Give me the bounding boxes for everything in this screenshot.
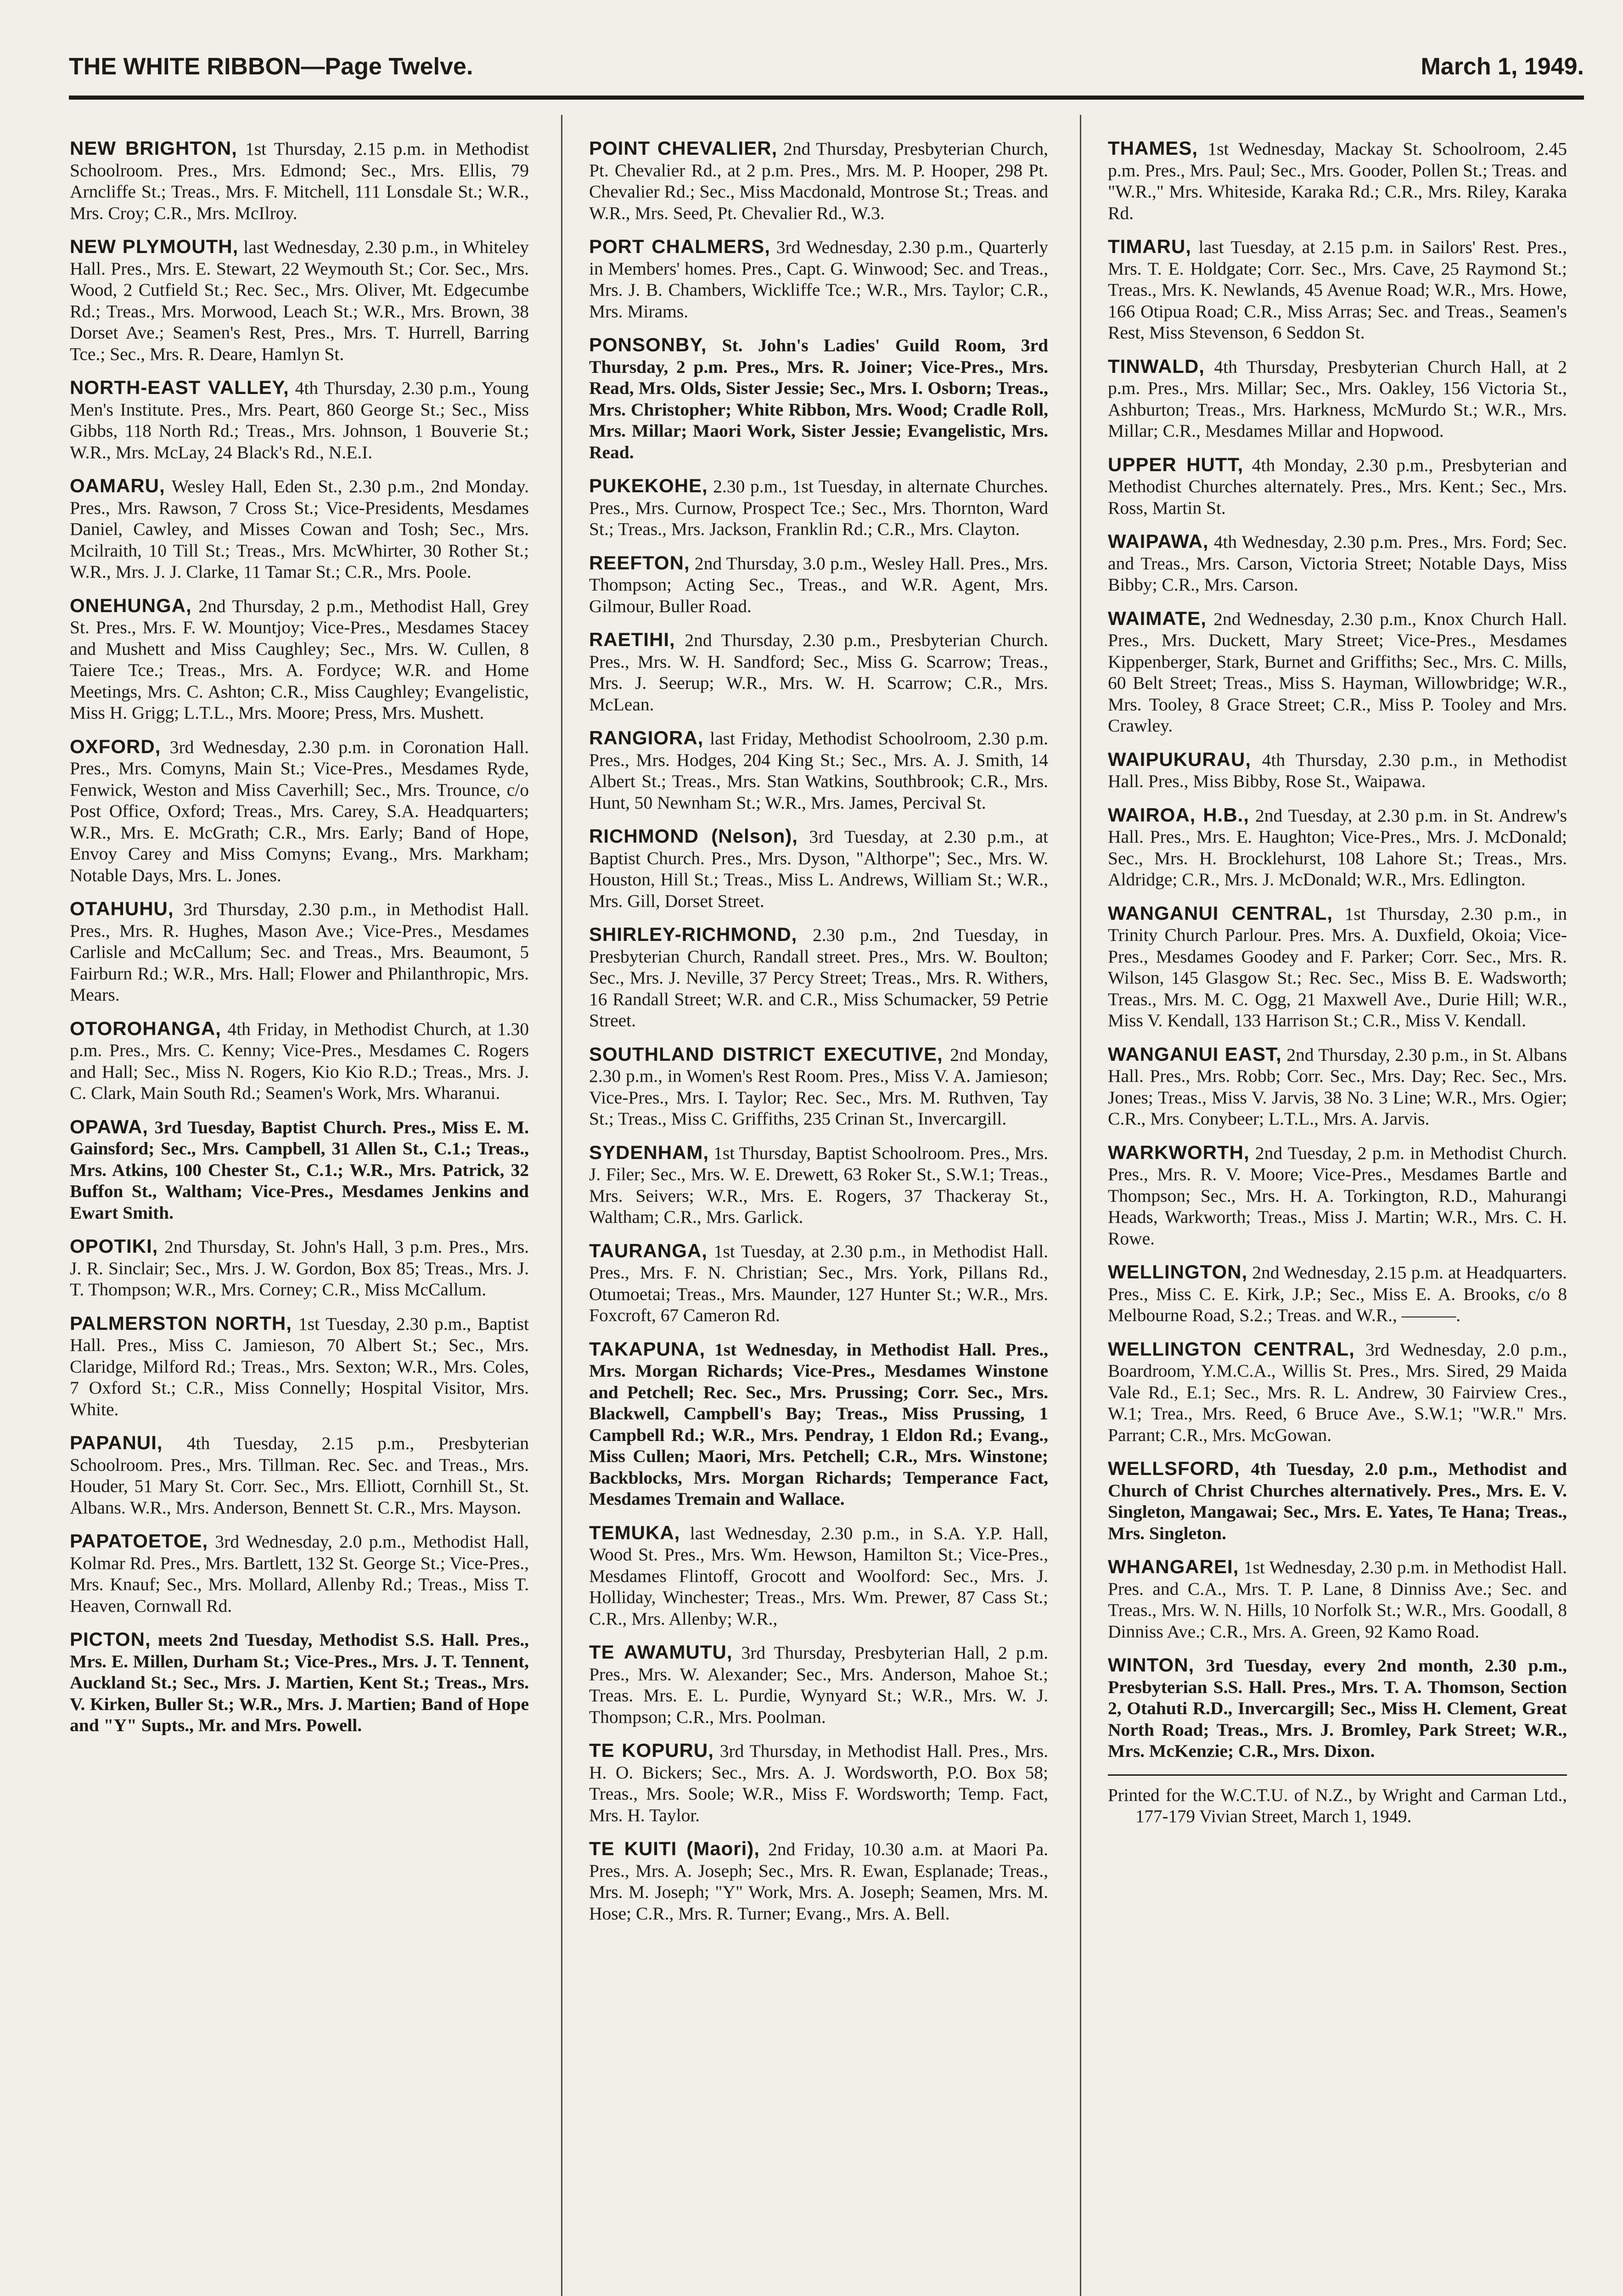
branch-details: 4th Tuesday, 2.0 p.m., Methodist and Church of Christ Churches alternatively. Pres., Mrs. E. V. Singleton, Mangawai; Sec., Mrs. E. Yates, Te Hana; Treas., Mrs. Singleton. bbox=[1108, 1459, 1567, 1543]
branch-entry bbox=[1108, 1339, 1567, 1446]
branch-details: 3rd Thursday, Presbyterian Hall, 2 p.m. Pres., Mrs. W. Alexander; Sec., Mrs. Anderson, Mahoe St.; Treas. Mrs. E. L. Purdie, Wynyard St.; W.R., Mrs. W. J. Thompson; C.R., Mrs. Poolman. bbox=[589, 1643, 1049, 1727]
branch-name: TINWALD, bbox=[1108, 355, 1205, 377]
page-header bbox=[69, 44, 1584, 87]
branch-details: 2nd Friday, 10.30 a.m. at Maori Pa. Pres., Mrs. A. Joseph; Sec., Mrs. R. Ewan, Esplanade; Treas., Mrs. M. Joseph; "Y" Work, Mrs. A. Joseph; Seamen, Mrs. M. Hose; C.R., Mrs. R. Turner; Evang., Mrs. A. Bell. bbox=[589, 1839, 1048, 1924]
branch-details: St. John's Ladies' Guild Room, 3rd Thursday, 2 p.m. Pres., Mrs. R. Joiner; Vice-Pres., Mrs. Read, Mrs. Olds, Sister Jessie; Sec., Mrs. I. Osborn; Treas., Mrs. Christopher; White Ribbon, Mrs. Wood; Cradle Roll, Mrs. Millar; Maori Work, Sister Jessie; Evangelistic, Mrs. Read. bbox=[589, 335, 1048, 462]
branch-details: 2.30 p.m., 1st Tuesday, in alternate Churches. Pres., Mrs. Curnow, Prospect Tce.; Sec., Mrs. Thornton, Ward St.; Treas., Mrs. Jackson, Franklin Rd.; C.R., Mrs. Clayton. bbox=[589, 476, 1048, 539]
branch-name: WANGANUI EAST, bbox=[1108, 1043, 1282, 1065]
branch-details: 4th Thursday, 2.30 p.m., in Methodist Hall. Pres., Miss Bibby, Rose St., Waipawa. bbox=[1108, 749, 1567, 791]
branch-details: 3rd Tuesday, at 2.30 p.m., at Baptist Church. Pres., Mrs. Dyson, "Althorpe"; Sec., Mrs. W. Houston, Hill St.; Treas., Miss L. Andrews, William St.; W.R., Mrs. Gill, Dorset Street. bbox=[589, 827, 1048, 911]
branch-entry bbox=[70, 1236, 529, 1300]
branch-entry bbox=[589, 1339, 1048, 1510]
branch-entry bbox=[1108, 1458, 1567, 1544]
branch-name: WINTON, bbox=[1108, 1654, 1195, 1676]
branch-entry bbox=[70, 736, 529, 886]
branch-name: OAMARU, bbox=[70, 475, 165, 496]
branch-details: 3rd Tuesday, Baptist Church. Pres., Miss E. M. Gainsford; Sec., Mrs. Campbell, 31 Allen St., C.1.; Treas., Mrs. Atkins, 100 Chester St., C.1.; W.R., Mrs. Patrick, 32 Buffon St., Waltham; Vice-Pres., Mesdames Jenkins and Ewart Smith. bbox=[70, 1117, 529, 1223]
branch-details: 3rd Wednesday, 2.0 p.m., Boardroom, Y.M.C.A., Willis St. Pres., Mrs. Sired, 29 Maida Vale Rd., E.1; Sec., Mrs. R. L. Andrew, 30 Fairview Cres., W.1; Trea., Mrs. Reed, 6 Bruce Ave., S.W.1; "W.R." Mrs. Parrant; C.R., Mrs. McGowan. bbox=[1108, 1339, 1567, 1445]
branch-name: WAIROA, H.B., bbox=[1108, 804, 1249, 826]
column-1 bbox=[70, 138, 529, 1749]
branch-entry bbox=[1108, 749, 1567, 792]
column-2 bbox=[589, 138, 1048, 1936]
branch-name: OPAWA, bbox=[70, 1115, 148, 1137]
branch-name: WAIMATE, bbox=[1108, 607, 1207, 629]
branch-details: last Tuesday, at 2.15 p.m. in Sailors' Rest. Pres., Mrs. T. E. Holdgate; Corr. Sec., Mrs. Cave, 25 Raymond St.; Treas., Mrs. K. Newlands, 45 Avenue Road; W.R., Mrs. Howe, 166 Otipua Road; C.R., Miss Arras; Sec. and Treas., Seamen's Rest, Miss Stevenson, 6 Seddon St. bbox=[1108, 237, 1567, 343]
branch-entry bbox=[70, 1313, 529, 1420]
header-rule bbox=[69, 96, 1584, 100]
branch-entry bbox=[70, 1531, 529, 1616]
branch-details: 1st Wednesday, in Methodist Hall. Pres., Mrs. Morgan Richards; Vice-Pres., Mesdames Winstone and Petchell; Rec. Sec., Mrs. Prussing; Corr. Sec., Mrs. Blackwell, Campbell's Bay; Treas., Miss Prussing, 1 Campbell Rd.; W.R., Mrs. Pendray, 1 Eldon Rd.; Evang., Miss Cullen; Maori, Mrs. Petchell; C.R., Mrs. Winstone; Backblocks, Mrs. Morgan Richards; Temperance Fact, Mesdames Tremain and Wallace. bbox=[589, 1339, 1048, 1509]
branch-name: OXFORD, bbox=[70, 735, 161, 757]
branch-entry bbox=[589, 1642, 1048, 1728]
branch-entry bbox=[1108, 236, 1567, 343]
branch-name: TAKAPUNA, bbox=[589, 1338, 706, 1360]
branch-name: WAIPUKURAU, bbox=[1108, 748, 1251, 770]
branch-details: last Wednesday, 2.30 p.m., in S.A. Y.P. Hall, Wood St. Pres., Mrs. Wm. Hewson, Hamilton St.; Vice-Pres., Mesdames Flintoff, Grocott and Woolford: Sec., Mrs. J. Holliday, Winchester; Treas., Mrs. Wm. Prewer, 87 Cass St.; C.R., Mrs. Allenby; W.R., bbox=[589, 1523, 1048, 1629]
branch-name: WARKWORTH, bbox=[1108, 1141, 1250, 1163]
branch-name: PONSONBY, bbox=[589, 334, 707, 355]
branch-name: THAMES, bbox=[1108, 137, 1198, 159]
branch-name: SHIRLEY-RICHMOND, bbox=[589, 923, 797, 945]
branch-details: 2nd Thursday, St. John's Hall, 3 p.m. Pres., Mrs. J. R. Sinclair; Sec., Mrs. J. W. Gordon, Box 85; Treas., Mrs. J. T. Thompson; W.R., Mrs. Corney; C.R., Miss McCallum. bbox=[70, 1237, 529, 1300]
branch-details: 3rd Wednesday, 2.30 p.m., Quarterly in Members' homes. Pres., Capt. G. Winwood; Sec. and Treas., Mrs. J. B. Chambers, Wickliffe Tce.; W.R., Mrs. Taylor; C.R., Mrs. Mirams. bbox=[589, 237, 1048, 321]
branch-name: WELLSFORD, bbox=[1108, 1458, 1240, 1479]
column-3 bbox=[1108, 138, 1567, 1827]
branch-name: WELLINGTON CENTRAL, bbox=[1108, 1338, 1355, 1360]
branch-entry bbox=[1108, 356, 1567, 442]
branch-details: 2nd Wednesday, 2.15 p.m. at Headquarters. Pres., Miss C. E. Kirk, J.P.; Sec., Miss E. A. Brooks, c/o 8 Melbourne Road, S.2.; Treas. and W.R., ———. bbox=[1108, 1262, 1567, 1325]
branch-name: SOUTHLAND DISTRICT EXECUTIVE, bbox=[589, 1043, 943, 1065]
branch-entry bbox=[1108, 1654, 1567, 1762]
branch-entry bbox=[70, 475, 529, 583]
branch-entry bbox=[70, 595, 529, 724]
branch-name: NORTH-EAST VALLEY, bbox=[70, 377, 289, 398]
branch-details: 2nd Thursday, 3.0 p.m., Wesley Hall. Pres., Mrs. Thompson; Acting Sec., Treas., and W.R. Agent, Mrs. Gilmour, Buller Road. bbox=[589, 553, 1048, 616]
branch-name: WELLINGTON, bbox=[1108, 1261, 1248, 1283]
branch-details: 2nd Thursday, 2 p.m., Methodist Hall, Grey St. Pres., Mrs. F. W. Mountjoy; Vice-Pres., Mesdames Stacey and Mushett and Miss Caughley; Sec., Mrs. W. Cullen, 8 Taiere Tce.; Treas., Mrs. A. Fordyce; W.R. and Home Meetings, Mrs. C. Ashton; C.R., Miss Caughley; Evangelistic, Miss H. Grigg; L.T.L., Mrs. Moore; Press, Mrs. Mushett. bbox=[70, 596, 529, 723]
branch-entry bbox=[589, 1240, 1048, 1326]
branch-details: 1st Wednesday, Mackay St. Schoolroom, 2.45 p.m. Pres., Mrs. Paul; Sec., Mrs. Gooder, Pollen St.; Treas. and "W.R.," Mrs. Whiteside, Karaka Rd.; C.R., Mrs. Riley, Karaka Rd. bbox=[1108, 139, 1567, 223]
branch-entry bbox=[1108, 138, 1567, 224]
branch-entry bbox=[70, 1629, 529, 1736]
branch-details: 4th Friday, in Methodist Church, at 1.30 p.m. Pres., Mrs. C. Kenny; Vice-Pres., Mesdames C. Rogers and Hall; Sec., Miss N. Rogers, Kio Kio R.D.; Treas., Mrs. J. C. Clark, Main South Rd.; Seamen's Work, Mrs. Wharanui. bbox=[70, 1019, 529, 1103]
branch-details: 1st Thursday, Baptist Schoolroom. Pres., Mrs. J. Filer; Sec., Mrs. W. E. Drewett, 63 Roker St., S.W.1; Treas., Mrs. Seivers; W.R., Mrs. E. Rogers, 37 Thackeray St., Waltham; C.R., Mrs. Garlick. bbox=[589, 1142, 1048, 1227]
branch-name: ONEHUNGA, bbox=[70, 594, 192, 616]
issue-date: March 1, 1949. bbox=[1421, 53, 1584, 80]
branch-details: 3rd Wednesday, 2.30 p.m. in Coronation Hall. Pres., Mrs. Comyns, Main St.; Vice-Pres., Mesdames Ryde, Fenwick, Weston and Miss Caverhill; Sec., Mrs. Trounce, c/o Post Office, Oxford; Treas., Mrs. Carey, S.A. Headquarters; W.R., Mrs. E. McGrath; C.R., Mrs. Early; Band of Hope, Envoy Carey and Miss Comyns; Evang., Mrs. Markham; Notable Days, Mrs. L. Jones. bbox=[70, 737, 529, 885]
branch-details: 4th Tuesday, 2.15 p.m., Presbyterian Schoolroom. Pres., Mrs. Tillman. Rec. Sec. and Treas., Mrs. Houder, 51 Mary St. Corr. Sec., Mrs. Elliott, Cornhill St., St. Albans. W.R., Mrs. Anderson, Bennett St. C.R., Mrs. Mayson. bbox=[70, 1433, 529, 1518]
printer-imprint: Printed for the W.C.T.U. of N.Z., by Wright and Carman Ltd., 177-179 Vivian Street, March 1, 1949. bbox=[1108, 1785, 1567, 1826]
branch-entry bbox=[589, 138, 1048, 224]
branch-name: TEMUKA, bbox=[589, 1521, 680, 1543]
branch-entry bbox=[589, 629, 1048, 715]
column-divider bbox=[561, 115, 562, 2296]
branch-name: TE KOPURU, bbox=[589, 1739, 714, 1761]
branch-name: WHANGAREI, bbox=[1108, 1556, 1239, 1577]
branch-entry bbox=[589, 1522, 1048, 1630]
branch-entry bbox=[589, 475, 1048, 540]
branch-entry bbox=[589, 727, 1048, 813]
branch-details: 2nd Thursday, Presbyterian Church, Pt. Chevalier Rd., at 2 p.m. Pres., Mrs. M. P. Hooper, 298 Pt. Chevalier Rd.; Sec., Miss Macdonald, Montrose St.; Treas. and W.R., Mrs. Seed, Pt. Chevalier Rd., W.3. bbox=[589, 139, 1048, 223]
branch-name: RANGIORA, bbox=[589, 727, 704, 748]
branch-entry bbox=[589, 1044, 1048, 1130]
branch-details: 2nd Thursday, 2.30 p.m., in St. Albans Hall. Pres., Mrs. Robb; Corr. Sec., Mrs. Day; Rec. Sec., Mrs. Jones; Treas., Miss V. Jarvis, 38 No. 3 Line; W.R., Mrs. Ogier; C.R., Mrs. Conybeer; L.T.L., Mrs. A. Jarvis. bbox=[1108, 1044, 1567, 1129]
branch-details: 3rd Thursday, in Methodist Hall. Pres., Mrs. H. O. Bickers; Sec., Mrs. A. J. Wordsworth, P.O. Box 58; Treas., Mrs. Soole; W.R., Miss F. Wordsworth; Temp. Fact, Mrs. H. Taylor. bbox=[589, 1741, 1048, 1825]
branch-entry bbox=[70, 377, 529, 463]
branch-details: 4th Monday, 2.30 p.m., Presbyterian and Methodist Churches alternately. Pres., Mrs. Kent.; Sec., Mrs. Ross, Martin St. bbox=[1108, 455, 1567, 518]
branch-name: PALMERSTON NORTH, bbox=[70, 1312, 292, 1334]
branch-entry bbox=[1108, 1044, 1567, 1130]
branch-details: meets 2nd Tuesday, Methodist S.S. Hall. Pres., Mrs. E. Millen, Durham St.; Vice-Pres., Mrs. J. T. Tennent, Auckland St.; Sec., Mrs. J. Martien, Kent St.; Treas., Mrs. V. Kirken, Buller St.; W.R., Mrs. J. Martien; Band of Hope and "Y" Supts., Mr. and Mrs. Powell. bbox=[70, 1630, 529, 1735]
branch-name: PORT CHALMERS, bbox=[589, 236, 770, 257]
branch-details: 2nd Tuesday, 2 p.m. in Methodist Church. Pres., Mrs. R. V. Moore; Vice-Pres., Mesdames Bartle and Thompson; Sec., Mrs. H. A. Torkington, R.D., Mahurangi Heads, Warkworth; Treas., Miss J. Martin; W.R., Mrs. C. H. Rowe. bbox=[1108, 1142, 1567, 1249]
branch-details: 1st Thursday, 2.15 p.m. in Methodist Schoolroom. Pres., Mrs. Edmond; Sec., Mrs. Ellis, 79 Arncliffe St.; Treas., Mrs. F. Mitchell, 111 Lonsdale St.; W.R., Mrs. Croy; C.R., Mrs. McIlroy. bbox=[70, 139, 529, 223]
running-title: THE WHITE RIBBON—Page Twelve. bbox=[69, 53, 473, 80]
branch-name: TAURANGA, bbox=[589, 1239, 708, 1261]
branch-entry bbox=[70, 1116, 529, 1224]
branch-entry bbox=[589, 826, 1048, 912]
branch-name: PUKEKOHE, bbox=[589, 475, 708, 496]
branch-name: TIMARU, bbox=[1108, 236, 1191, 257]
branch-entry bbox=[589, 236, 1048, 322]
branch-name: TE KUITI (Maori), bbox=[589, 1838, 760, 1859]
branch-name: WAIPAWA, bbox=[1108, 530, 1209, 552]
branch-name: REEFTON, bbox=[589, 551, 690, 574]
branch-name: PAPATOETOE, bbox=[70, 1530, 208, 1552]
branch-name: OPOTIKI, bbox=[70, 1235, 158, 1257]
branch-details: 4th Wednesday, 2.30 p.m. Pres., Mrs. Ford; Sec. and Treas., Mrs. Carson, Victoria Street; Notable Days, Miss Bibby; C.R., Mrs. Carson. bbox=[1108, 532, 1567, 595]
branch-entry bbox=[589, 1740, 1048, 1826]
branch-details: 4th Thursday, Presbyterian Church Hall, at 2 p.m. Pres., Mrs. Millar; Sec., Mrs. Oakley, 156 Victoria St., Ashburton; Treas., Mrs. Harkness, McMurdo St.; W.R., Mrs. Millar; C.R., Mesdames Millar and Hopwood. bbox=[1108, 356, 1567, 441]
branch-entry bbox=[1108, 903, 1567, 1031]
branch-entry bbox=[589, 552, 1048, 617]
branch-name: RAETIHI, bbox=[589, 629, 675, 650]
branch-name: WANGANUI CENTRAL, bbox=[1108, 902, 1333, 924]
branch-name: NEW BRIGHTON, bbox=[70, 137, 237, 159]
branch-entry bbox=[70, 1432, 529, 1518]
branch-name: NEW PLYMOUTH, bbox=[70, 236, 239, 257]
branch-entry bbox=[1108, 1142, 1567, 1249]
branch-details: 1st Thursday, 2.30 p.m., in Trinity Church Parlour. Pres. Mrs. A. Duxfield, Okoia; Vice-Pres., Mesdames Goodey and F. Parker; Corr. Sec., Mrs. R. Wilson, 145 Glasgow St.; Rec. Sec., Miss B. E. Wadsworth; Treas., Mrs. M. C. Ogg, 21 Maxwell Ave., Durie Hill; W.R., Miss V. Kendall, 133 Harrison St.; C.R., Miss V. Kendall. bbox=[1108, 903, 1567, 1030]
branch-name: OTOROHANGA, bbox=[70, 1017, 221, 1039]
branch-name: OTAHUHU, bbox=[70, 898, 174, 919]
branch-entry bbox=[1108, 1261, 1567, 1326]
branch-entry bbox=[589, 1142, 1048, 1228]
branch-details: 1st Wednesday, 2.30 p.m. in Methodist Hall. Pres. and C.A., Mrs. T. P. Lane, 8 Dinniss Ave.; Sec. and Treas., Mrs. W. N. Hills, 10 Norfolk St.; W.R., Mrs. Goodall, 8 Dinniss Ave.; C.R., Mrs. A. Green, 92 Kamo Road. bbox=[1108, 1557, 1567, 1642]
branch-entry bbox=[70, 898, 529, 1006]
branch-details: 1st Tuesday, 2.30 p.m., Baptist Hall. Pres., Miss C. Jamieson, 70 Albert St.; Sec., Mrs. Claridge, Milford Rd.; Treas., Mrs. Sexton; W.R., Mrs. Coles, 7 Oxford St.; C.R., Miss Connelly; Hospital Visitor, Mrs. White. bbox=[70, 1313, 529, 1419]
branch-name: POINT CHEVALIER, bbox=[589, 137, 778, 159]
branch-name: PAPANUI, bbox=[70, 1432, 163, 1453]
branch-entry bbox=[1108, 805, 1567, 890]
branch-name: SYDENHAM, bbox=[589, 1141, 709, 1163]
branch-entry bbox=[70, 138, 529, 224]
branch-details: 3rd Tuesday, every 2nd month, 2.30 p.m., Presbyterian S.S. Hall. Pres., Mrs. T. A. Thomson, Section 2, Otahuti R.D., Invercargill; Sec., Miss H. Clement, Great North Road; Treas., Mrs. J. Bromley, Park Street; W.R., Mrs. McKenzie; C.R., Mrs. Dixon. bbox=[1108, 1655, 1567, 1761]
column-3-entries bbox=[1108, 138, 1567, 1762]
branch-entry bbox=[1108, 1556, 1567, 1642]
branch-entry bbox=[70, 236, 529, 365]
branch-details: 2nd Thursday, 2.30 p.m., Presbyterian Church. Pres., Mrs. W. H. Sandford; Sec., Miss G. Scarrow; Treas., Mrs. J. Seerup; W.R., Mrs. W. H. Scarrow; C.R., Mrs. McLean. bbox=[589, 630, 1048, 715]
branch-details: last Friday, Methodist Schoolroom, 2.30 p.m. Pres., Mrs. Hodges, 204 King St.; Sec., Mrs. A. J. Smith, 14 Albert St.; Treas., Mrs. Stan Watkins, Southbrook; C.R., Mrs. Hunt, 50 Newnham St.; W.R., Mrs. James, Percival St. bbox=[589, 728, 1048, 813]
branch-details: last Wednesday, 2.30 p.m., in Whiteley Hall. Pres., Mrs. E. Stewart, 22 Weymouth St.; Cor. Sec., Mrs. Wood, 2 Cutfield St.; Rec. Sec., Mrs. Oliver, Mt. Edgecumbe Rd.; Treas., Mrs. Morwood, Leach St.; W.R., Mrs. Brown, 38 Dorset Ave.; Seamen's Rest, Pres., Mrs. T. Hurrell, Barring Tce.; Sec., Mrs. R. Deare, Hamlyn St. bbox=[70, 237, 529, 364]
footer-rule bbox=[1108, 1774, 1567, 1776]
branch-entry bbox=[1108, 454, 1567, 519]
branch-entry bbox=[1108, 608, 1567, 737]
branch-entry bbox=[589, 924, 1048, 1031]
branch-entry bbox=[1108, 531, 1567, 596]
branch-entry bbox=[70, 1018, 529, 1104]
branch-entry bbox=[589, 334, 1048, 463]
branch-details: Wesley Hall, Eden St., 2.30 p.m., 2nd Monday. Pres., Mrs. Rawson, 7 Cross St.; Vice-Presidents, Mesdames Daniel, Cawley, and Misses Cowan and Tosh; Sec., Mrs. Mcilraith, 10 Till St.; Treas., Mrs. McWhirter, 30 Rother St.; W.R., Mrs. J. J. Clarke, 11 Tamar St.; C.R., Mrs. Poole. bbox=[70, 476, 529, 582]
branch-name: RICHMOND (Nelson), bbox=[589, 825, 798, 847]
branch-entry bbox=[589, 1838, 1048, 1924]
branch-name: TE AWAMUTU, bbox=[589, 1641, 733, 1663]
branch-details: 2nd Monday, 2.30 p.m., in Women's Rest Room. Pres., Miss V. A. Jamieson; Vice-Pres., Mrs. I. Taylor; Rec. Sec., Mrs. M. Ruthven, Tay St.; Treas., Miss C. Griffiths, 235 Crinan St., Invercargill. bbox=[589, 1044, 1048, 1129]
branch-details: 2.30 p.m., 2nd Tuesday, in Presbyterian Church, Randall street. Pres., Mrs. W. Boulton; Sec., Mrs. J. Neville, 37 Percy Street; Treas., Mrs. R. Withers, 16 Randall Street; W.R. and C.R., Miss Schumacker, 59 Petrie Street. bbox=[589, 925, 1048, 1030]
branch-details: 1st Tuesday, at 2.30 p.m., in Methodist Hall. Pres., Mrs. F. N. Christian; Sec., Mrs. York, Pillans Rd., Otumoetai; Treas., Mrs. Maunder, 127 Hunter St.; W.R., Mrs. Foxcroft, 67 Cameron Rd. bbox=[589, 1241, 1048, 1325]
column-divider bbox=[1080, 115, 1081, 2296]
branch-details: 2nd Wednesday, 2.30 p.m., Knox Church Hall. Pres., Mrs. Duckett, Mary Street; Vice-Pres., Mesdames Kippenberger, Stark, Burnet and Griffiths; Sec., Mrs. C. Mills, 60 Belt Street; Treas., Miss S. Hayman, Willowbridge; W.R., Mrs. Tooley, 8 Grace Street; C.R., Miss P. Tooley and Mrs. Crawley. bbox=[1108, 608, 1567, 736]
branch-details: 3rd Thursday, 2.30 p.m., in Methodist Hall. Pres., Mrs. R. Hughes, Mason Ave.; Vice-Pres., Mesdames Carlisle and McCallum; Sec. and Treas., Mrs. Beaumont, 5 Fairburn Rd.; W.R., Mrs. Hall; Flower and Philanthropic, Mrs. Mears. bbox=[70, 899, 529, 1005]
branch-details: 4th Thursday, 2.30 p.m., Young Men's Institute. Pres., Mrs. Peart, 860 George St.; Sec., Miss Gibbs, 118 North Rd.; Treas., Mrs. Johnson, 1 Bouverie St.; W.R., Mrs. McLay, 24 Black's Rd., N.E.I. bbox=[70, 378, 529, 462]
branch-name: PICTON, bbox=[70, 1628, 151, 1650]
branch-details: 3rd Wednesday, 2.0 p.m., Methodist Hall, Kolmar Rd. Pres., Mrs. Bartlett, 132 St. George St.; Vice-Pres., Mrs. Knauf; Sec., Mrs. Mollard, Allenby Rd.; Treas., Miss T. Heaven, Cornwall Rd. bbox=[70, 1531, 529, 1616]
branch-details: 2nd Tuesday, at 2.30 p.m. in St. Andrew's Hall. Pres., Mrs. E. Haughton; Vice-Pres., Mrs. J. McDonald; Sec., Mrs. H. Brocklehurst, 108 Lahore St.; Treas., Mrs. Aldridge; C.R., Mrs. J. McDonald; W.R., Mrs. Edlington. bbox=[1108, 805, 1567, 889]
branch-name: UPPER HUTT, bbox=[1108, 453, 1244, 475]
